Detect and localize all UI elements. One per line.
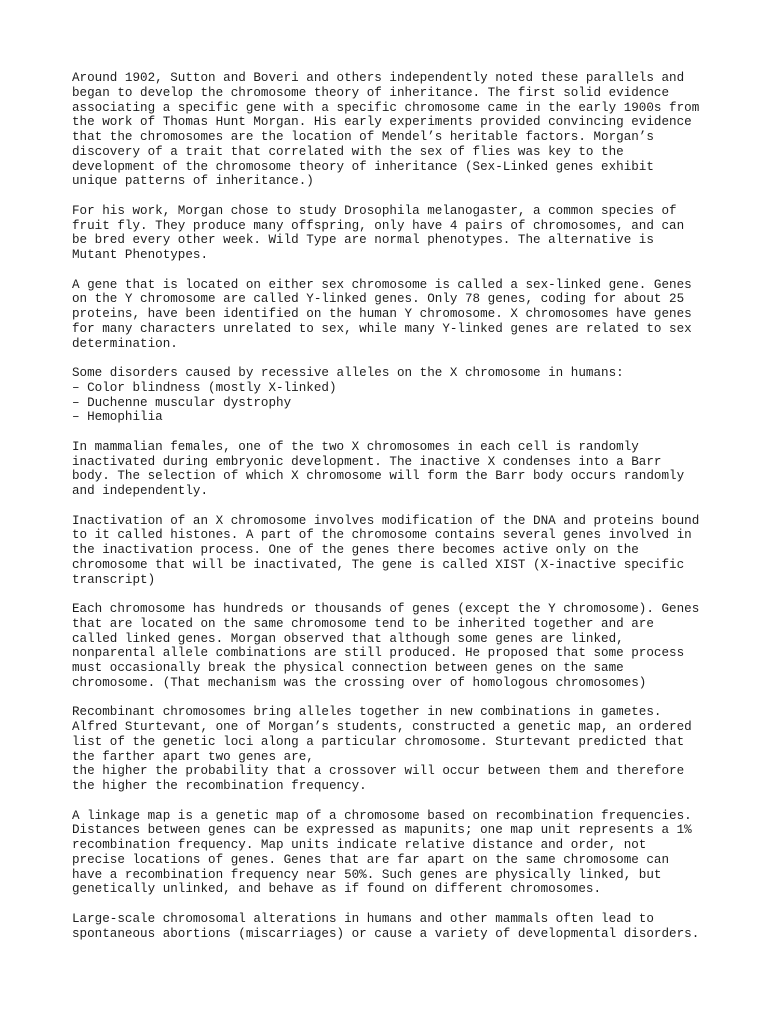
paragraph [72,705,712,794]
paragraph [72,912,712,942]
paragraph [72,440,712,499]
text-line: nonparental allele combinations are still produced. He proposed that some process [72,646,685,661]
text-line: Inactivation of an X chromosome involves modification of the DNA and proteins bound [72,513,700,528]
text-line: on the Y chromosome are called Y-linked genes. Only 78 genes, coding for about 25 [72,292,685,307]
text-line: inactivated during embryonic development. The inactive X condenses into a Barr [72,454,662,469]
text-line: the higher the probability that a crossover will occur between them and therefore [72,764,685,779]
text-line: the inactivation process. One of the genes there becomes active only on the [72,543,639,557]
text-line: began to develop the chromosome theory of inheritance. The first solid evidence [72,85,670,100]
text-line: the higher the recombination frequency. [72,779,367,793]
text-line: discovery of a trait that correlated with the sex of flies was key to the [72,144,624,159]
text-line: Mutant Phenotypes. [72,248,209,262]
paragraph [72,278,712,352]
text-line: be bred every other week. Wild Type are normal phenotypes. The alternative is [72,233,654,248]
paragraph [72,602,712,691]
text-line: spontaneous abortions (miscarriages) or cause a variety of developmental disorders. [72,926,700,941]
text-line: have a recombination frequency near 50%. Such genes are physically linked, but [72,867,662,882]
text-line: genetically unlinked, and behave as if found on different chromosomes. [72,882,602,897]
text-line: must occasionally break the physical connection between genes on the same [72,661,624,675]
text-line: fruit fly. They produce many offspring, only have 4 pairs of chromosomes, and can [72,218,685,233]
paragraph [72,204,712,263]
text-line: list of the genetic loci along a particular chromosome. Sturtevant predicted that [72,734,685,749]
text-line: chromosome that will be inactivated, The gene is called XIST (X-inactive specific [72,557,685,572]
text-line: Distances between genes can be expressed as mapunits; one map unit represents a 1% [72,823,692,838]
paragraph [72,71,712,189]
text-line: development of the chromosome theory of inheritance (Sex-Linked genes exhibit [72,159,654,174]
text-line: Large-scale chromosomal alterations in humans and other mammals often lead to [72,911,654,926]
text-line: Recombinant chromosomes bring alleles together in new combinations in gametes. [72,705,662,720]
text-line: proteins, have been identified on the human Y chromosome. X chromosomes have genes [72,307,692,321]
text-line: associating a specific gene with a specific chromosome came in the early 1900s from [72,100,700,115]
paragraph [72,514,712,588]
text-line: A gene that is located on either sex chromosome is called a sex-linked gene. Genes [72,277,692,292]
text-line: transcript) [72,572,156,587]
text-line: to it called histones. A part of the chromosome contains several genes involved in [72,528,692,543]
text-line: the farther apart two genes are, [72,749,314,764]
text-line: Some disorders caused by recessive alleles on the X chromosome in humans: [72,366,624,380]
text-line: A linkage map is a genetic map of a chromosome based on recombination frequencies. [72,808,692,823]
text-line: – Duchenne muscular dystrophy [72,395,292,410]
text-line: unique patterns of inheritance.) [72,174,314,189]
text-line: Alfred Sturtevant, one of Morgan’s students, constructed a genetic map, an ordered [72,720,692,734]
text-line: – Hemophilia [72,410,163,425]
text-line: called linked genes. Morgan observed that although some genes are linked, [72,631,624,646]
text-line: determination. [72,336,178,351]
text-line: Each chromosome has hundreds or thousands of genes (except the Y chromosome). Genes [72,602,700,616]
text-line: Around 1902, Sutton and Boveri and others independently noted these parallels and [72,71,685,85]
text-line: recombination frequency. Map units indicate relative distance and order, not [72,838,647,852]
text-line: the work of Thomas Hunt Morgan. His early experiments provided convincing evidence [72,115,692,130]
text-line: and independently. [72,484,209,498]
text-line: for many characters unrelated to sex, while many Y-linked genes are related to sex [72,321,692,336]
text-line: that are located on the same chromosome tend to be inherited together and are [72,616,654,631]
text-line: body. The selection of which X chromosome will form the Barr body occurs randomly [72,469,685,484]
paragraph [72,366,712,425]
text-line: In mammalian females, one of the two X chromosomes in each cell is randomly [72,439,639,454]
text-line: precise locations of genes. Genes that are far apart on the same chromosome can [72,852,670,867]
text-line: For his work, Morgan chose to study Drosophila melanogaster, a common species of [72,203,677,218]
text-line: that the chromosomes are the location of Mendel’s heritable factors. Morgan’s [72,130,654,144]
document-page [72,71,712,956]
text-line: – Color blindness (mostly X-linked) [72,380,337,395]
paragraph [72,809,712,898]
text-line: chromosome. (That mechanism was the crossing over of homologous chromosomes) [72,675,647,690]
